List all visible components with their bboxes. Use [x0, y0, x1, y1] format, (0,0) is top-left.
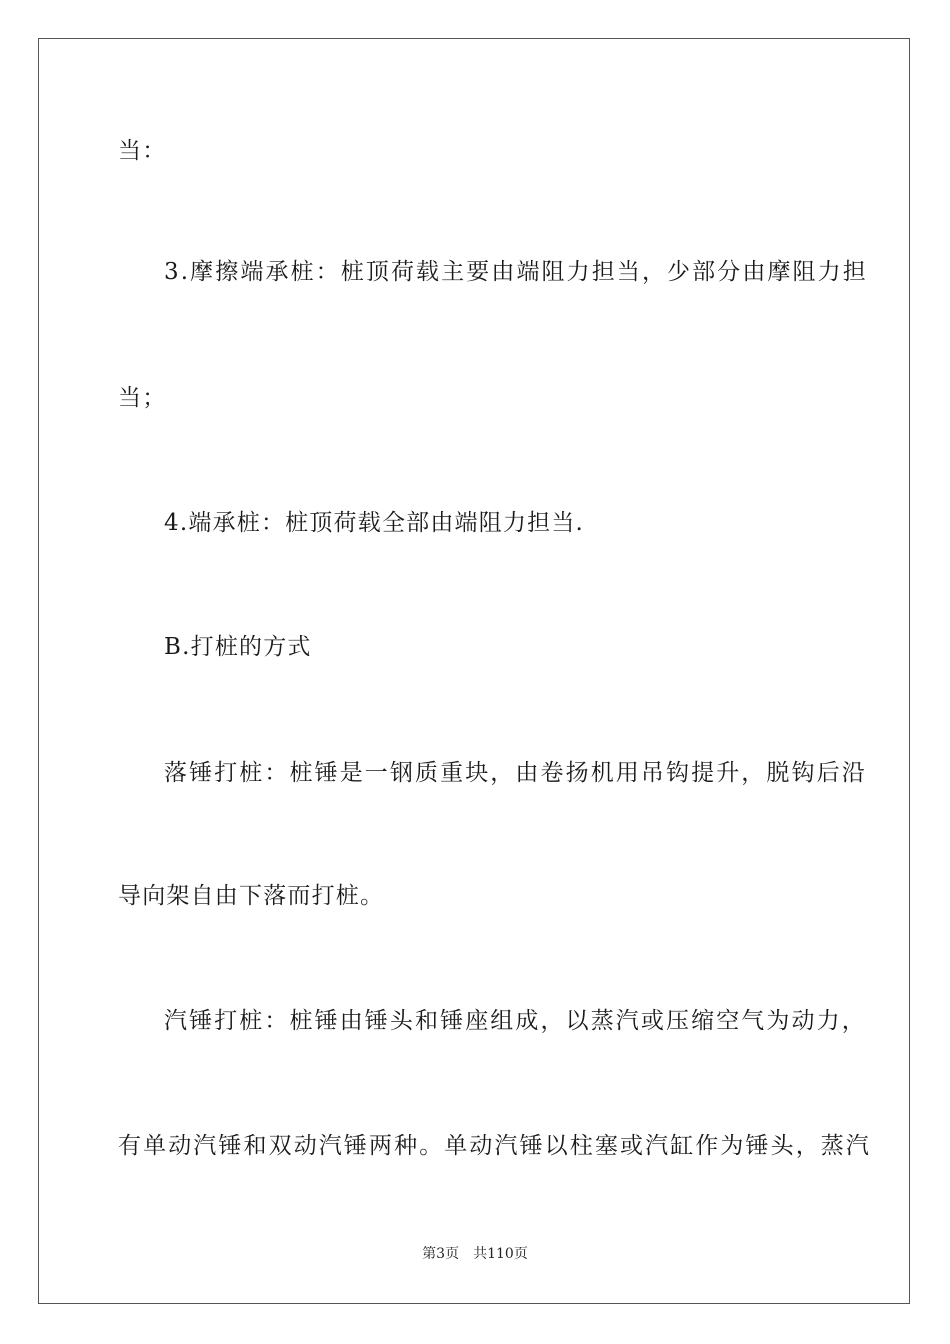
- page-total: 共110页: [473, 1246, 528, 1262]
- page-number: 第3页: [422, 1246, 460, 1262]
- page-footer: [0, 1245, 950, 1263]
- page-border: [38, 38, 910, 1304]
- text-line: 当；: [118, 385, 167, 411]
- text-line: 落锤打桩：桩锤是一钢质重块，由卷扬机用吊钩提升，脱钩后沿: [164, 760, 867, 786]
- text-line: 4.端承桩：桩顶荷载全部由端阻力担当.: [164, 510, 585, 536]
- text-line: 3.摩擦端承桩：桩顶荷载主要由端阻力担当，少部分由摩阻力担: [164, 259, 868, 285]
- text-line: 导向架自由下落而打桩。: [118, 883, 385, 909]
- text-line: 当：: [118, 138, 167, 164]
- text-line: 有单动汽锤和双动汽锤两种。单动汽锤以柱塞或汽缸作为锤头，蒸汽: [118, 1133, 871, 1159]
- text-line: 汽锤打桩：桩锤由锤头和锤座组成，以蒸汽或压缩空气为动力，: [164, 1008, 867, 1034]
- section-heading: B.打桩的方式: [164, 634, 312, 660]
